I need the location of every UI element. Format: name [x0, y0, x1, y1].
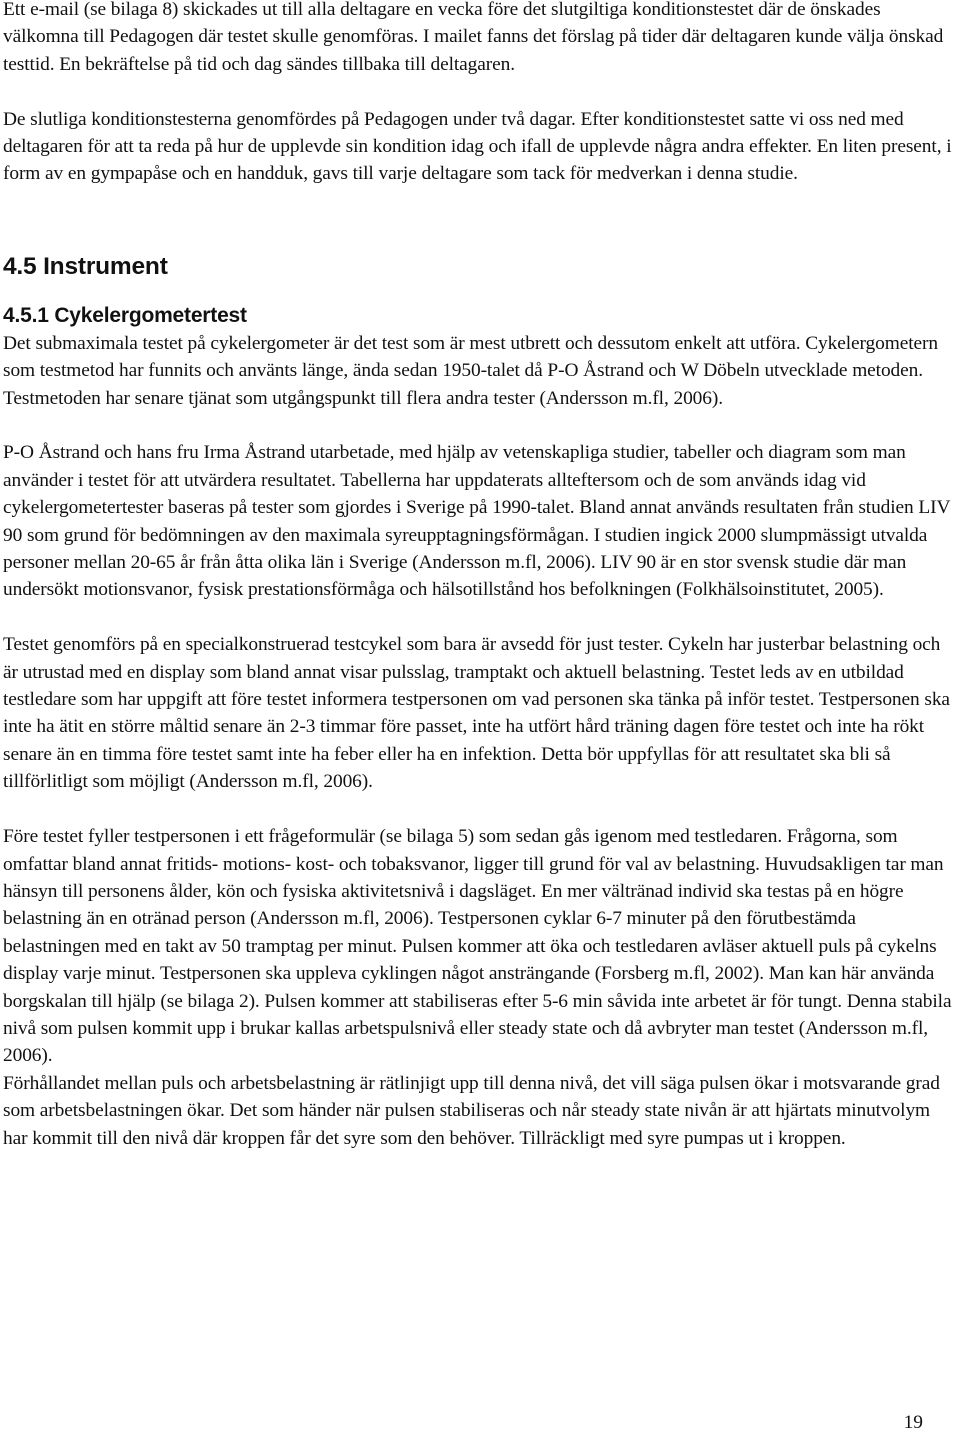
paragraph-questionnaire: Före testet fyller testpersonen i ett frågeformulär (se bilaga 5) som sedan gås igenom med testledaren. Frågorna, som omfattar bland annat fritids- motions- kost- och tobaksvanor, ligger till grund för val av belastning. Huvudsakligen tar man hänsyn till personens ålder, kön och fysiska aktivitetsnivå i dagsläget. En mer vältränad individ ska testas på en högre belastning än en otränad person (Andersson m.fl, 2006). Testpersonen cyklar 6-7 minuter på den förutbestämda belastningen med en takt av 50 tramptag per minut. Pulsen kommer att öka och testledaren avläser aktuell puls på cykelns display varje minut. Testpersonen ska uppleva cyklingen något ansträngande (Forsberg m.fl, 2002). Man kan här använda borgskalan till hjälp (se bilaga 2). Pulsen kommer att stabiliseras efter 5-6 min såvida inte arbetet är för tungt. Denna stabila nivå som pulsen kommit upp i brukar kallas arbetspulsnivå eller steady state och då avbryter man testet (Andersson m.fl, 2006). [3, 826, 952, 1067]
paragraph-email-invitation: Ett e-mail (se bilaga 8) skickades ut till alla deltagare en vecka före det slutgiltiga konditionstestet där de önskades välkomna till Pedagogen där testet skulle genomföras. I mailet fanns det förslag på tider där deltagaren kunde välja önskad testtid. En bekräftelse på tid och dag sändes tillbaka till deltagaren. [3, 0, 944, 75]
paragraph-test-bike: Testet genomförs på en specialkonstruerad testcykel som bara är avsedd för just tester. Cykeln har justerbar belastning och är utrustad med en display som bland annat visar pulsslag, tramptakt och aktuell belastning. Testet leds av en utbildad testledare som har uppgift att före testet informera testpersonen om vad personen ska tänka på inför testet. Testpersonen ska inte ha ätit en större måltid senare än 2-3 timmar före passet, inte ha utfört hård träning dagen före testet och inte ha rökt senare än en timma före testet samt inte ha feber eller ha en infektion. Detta bör uppfyllas för att resultatet ska bli så tillförlitligt som möjligt (Andersson m.fl, 2006). [3, 634, 950, 793]
paragraph-submaximal-test: Det submaximala testet på cykelergometer är det test som är mest utbrett och dessutom enkelt att utföra. Cykelergometern som testmetod har funnits och använts länge, ända sedan 1950-talet då P-O Åstrand och W Döbeln utvecklade metoden. Testmetoden har senare tjänat som utgångspunkt till flera andra tester (Andersson m.fl, 2006). [3, 332, 938, 409]
page-number: 19 [903, 1412, 923, 1433]
section-heading: 4.5 Instrument [3, 252, 168, 280]
spacer [3, 188, 957, 252]
paragraph-final-tests: De slutliga konditionstesterna genomfördes på Pedagogen under två dagar. Efter konditionstestet satte vi oss ned med deltagaren för att ta reda på hur de upplevde sin kondition idag och ifall de upplevde några andra effekter. En liten present, i form av en gympapåse och en handduk, gavs till varje deltagare som tack för medverkan i denna studie. [3, 108, 952, 185]
paragraph-astrand-tables: P-O Åstrand och hans fru Irma Åstrand utarbetade, med hjälp av vetenskapliga studier, tabeller och diagram som man använder i testet för att utvärdera resultatet. Tabellerna har uppdaterats allteftersom och de som används idag vid cykelergometertester baseras på tester som gjordes i Sverige på 1990-talet. Bland annat används resultaten från studien LIV 90 som grund för bedömningen av den maximala syreupptagningsförmågan. I studien ingick 2000 slumpmässigt utvalda personer mellan 20-65 år från åtta olika län i Sverige (Andersson m.fl, 2006). LIV 90 är en stor svensk studie där man undersökt motionsvanor, fysisk prestationsförmåga och hälsotillstånd hos befolkningen (Folkhälsoinstitutet, 2005). [3, 442, 951, 601]
page-content [3, 0, 957, 1152]
paragraph-pulse-relation: Förhållandet mellan puls och arbetsbelastning är rätlinjigt upp till denna nivå, det vill säga pulsen ökar i motsvarande grad som arbetsbelastningen ökar. Det som händer när pulsen stabiliseras och når steady state nivån är att hjärtats minutvolym har kommit till den nivå där kroppen får det syre som den behöver. Tillräckligt med syre pumpas ut i kroppen. [3, 1072, 940, 1149]
spacer [3, 282, 957, 302]
subsection-heading: 4.5.1 Cykelergometertest [3, 303, 247, 327]
